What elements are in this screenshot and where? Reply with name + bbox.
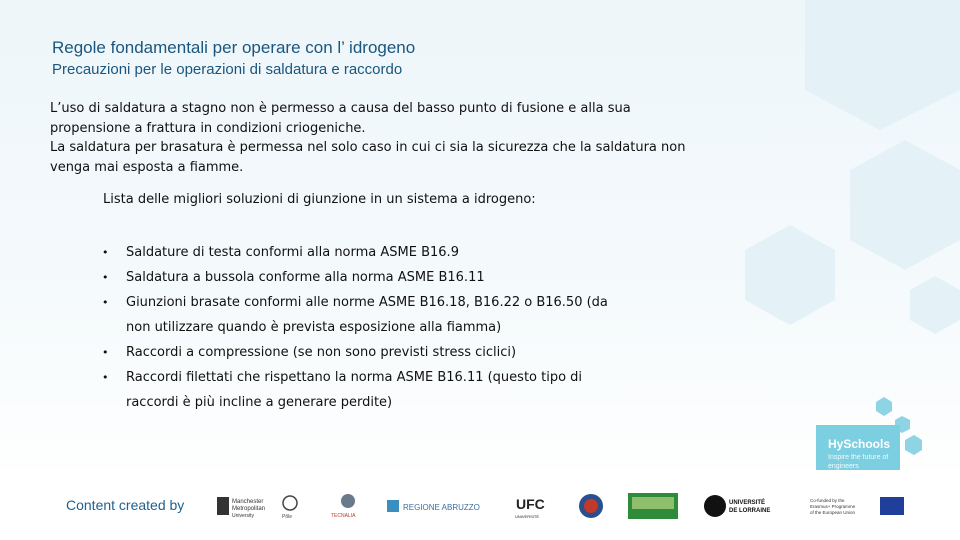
badge-subtitle: Inspire the future of engineers: [828, 454, 889, 470]
list-item: • Raccordi a compressione (se non sono previsti stress ciclici): [102, 340, 622, 365]
crest-logo: [578, 490, 604, 522]
tecnalia-logo: [330, 490, 366, 522]
list-item: • Saldatura a bussola conforme alla norma ASME B16.11: [102, 265, 622, 290]
svg-text:UNIVERSITÉ: UNIVERSITÉ: [515, 514, 540, 519]
green-logo: [628, 490, 678, 522]
badge-title: HySchools: [828, 437, 891, 451]
svg-text:DE LORRAINE: DE LORRAINE: [729, 508, 771, 514]
svg-text:UFC: UFC: [516, 496, 545, 512]
regione-abruzzo-logo: [385, 490, 489, 522]
svg-text:Pôle: Pôle: [282, 514, 293, 520]
pole-logo: [280, 490, 310, 522]
svg-text:University: University: [232, 513, 254, 519]
svg-text:REGIONE ABRUZZO: REGIONE ABRUZZO: [403, 503, 480, 512]
paragraph: La saldatura per brasatura è permessa nel solo caso in cui ci sia la sicurezza che la saldatura non venga mai esposta a fiamme.: [50, 140, 686, 175]
page-title: Regole fondamentali per operare con l’ idrogeno: [52, 38, 416, 57]
svg-text:TECNALIA: TECNALIA: [331, 513, 356, 519]
list-item: • Saldature di testa conformi alla norma ASME B16.9: [102, 240, 622, 265]
list-item: • Raccordi filettati che rispettano la norma ASME B16.11 (questo tipo di raccordi è più incline a generare perdite): [102, 365, 622, 415]
content-credit: Content created by: [66, 497, 185, 513]
svg-text:Manchester: Manchester: [232, 499, 264, 505]
body-text: [50, 99, 700, 177]
lorraine-logo: [703, 490, 775, 522]
paragraph: L’uso di saldatura a stagno non è permesso a causa del basso punto di fusione e alla sua propensione a frattura in condizioni criogeniche.: [50, 101, 631, 136]
list-item: • Giunzioni brasate conformi alle norme ASME B16.18, B16.22 o B16.50 (da non utilizzare quando è prevista esposizione alla fiamma): [102, 290, 622, 340]
erasmus-logo: [808, 490, 906, 522]
ufc-logo: [514, 490, 552, 522]
bullet-list: [102, 240, 622, 415]
svg-text:Co-funded by the: Co-funded by the: [810, 498, 845, 503]
svg-text:of the European Union: of the European Union: [810, 510, 856, 515]
svg-text:Metropolitan: Metropolitan: [232, 506, 266, 512]
page-subtitle: Precauzioni per le operazioni di saldatura e raccordo: [52, 61, 403, 78]
list-intro: Lista delle migliori soluzioni di giunzione in un sistema a idrogeno:: [103, 192, 536, 207]
svg-text:Erasmus+ Programme: Erasmus+ Programme: [810, 504, 856, 509]
manchester-logo: [215, 490, 267, 522]
svg-text:UNIVERSITÉ: UNIVERSITÉ: [729, 500, 766, 506]
